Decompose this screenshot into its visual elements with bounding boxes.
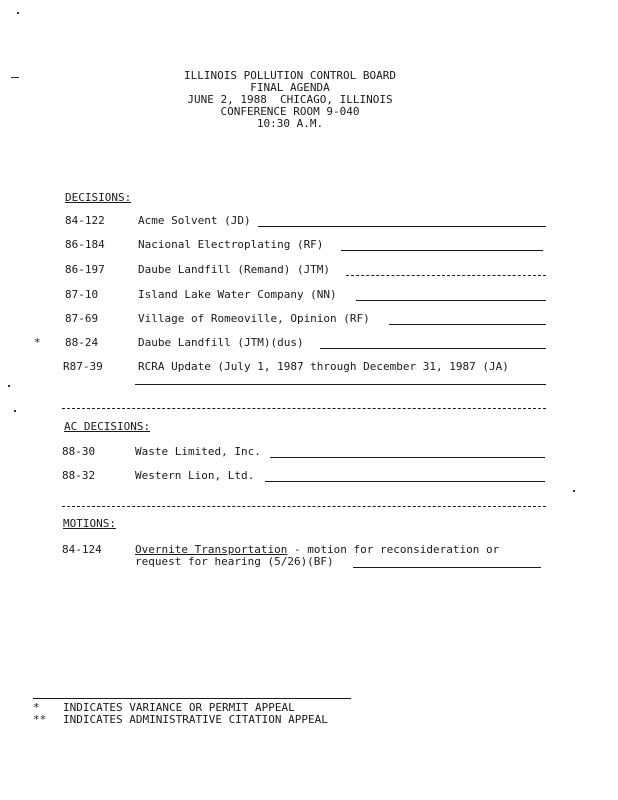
footnote-symbol: **: [33, 713, 47, 726]
item-title: Western Lion, Ltd.: [135, 469, 255, 482]
item-title: Acme Solvent (JD): [138, 214, 251, 227]
item-number: 84-124: [62, 543, 102, 556]
item-title: Nacional Electroplating (RF): [138, 238, 324, 251]
board-name: ILLINOIS POLLUTION CONTROL BOARD: [184, 69, 396, 82]
footnote-rule: [33, 698, 351, 699]
footnote-text: INDICATES VARIANCE OR PERMIT APPEAL: [63, 701, 295, 714]
item-marker: *: [34, 336, 41, 349]
meeting-date-location: JUNE 2, 1988 CHICAGO, ILLINOIS: [187, 93, 393, 106]
meeting-time: 10:30 A.M.: [256, 117, 324, 130]
item-underline: [320, 348, 546, 349]
item-title: Waste Limited, Inc.: [135, 445, 261, 458]
item-underline: [341, 250, 543, 251]
item-number: 86-197: [65, 263, 105, 276]
agenda-header: [120, 70, 460, 130]
scan-speck: [573, 490, 575, 492]
item-number: 86-184: [65, 238, 105, 251]
item-underline: [389, 324, 546, 325]
item-title: Daube Landfill (JTM)(dus): [138, 336, 304, 349]
footnote-symbol: *: [33, 701, 40, 714]
item-underline: [346, 275, 546, 276]
item-underline: [353, 567, 541, 568]
item-title: Village of Romeoville, Opinion (RF): [138, 312, 370, 325]
motion-party: Overnite Transportation: [135, 543, 288, 556]
item-title: RCRA Update (July 1, 1987 through December 31, 1987 (JA): [138, 360, 509, 373]
motions-heading: MOTIONS:: [63, 517, 116, 530]
item-underline: [265, 481, 545, 482]
item-underline: [356, 300, 546, 301]
conference-room: CONFERENCE ROOM 9-040: [220, 105, 360, 118]
item-number: 88-30: [62, 445, 96, 458]
section-divider: [62, 506, 546, 507]
scan-speck: [8, 385, 10, 387]
scan-speck: [17, 12, 19, 14]
ac-decisions-heading: AC DECISIONS:: [64, 420, 151, 433]
item-underline: [258, 226, 546, 227]
item-number: R87-39: [63, 360, 103, 373]
motion-description: - motion for reconsideration or: [287, 543, 500, 556]
item-number: 87-10: [65, 288, 99, 301]
item-title: Daube Landfill (Remand) (JTM): [138, 263, 331, 276]
decisions-heading: DECISIONS:: [65, 191, 132, 204]
item-number: 88-32: [62, 469, 96, 482]
item-title: Island Lake Water Company (NN): [138, 288, 337, 301]
item-number: 87-69: [65, 312, 99, 325]
section-divider: [62, 408, 546, 409]
scan-speck: [11, 77, 19, 78]
item-underline: [270, 457, 545, 458]
item-number: 84-122: [65, 214, 105, 227]
item-number: 88-24: [65, 336, 99, 349]
item-title-continued: request for hearing (5/26)(BF): [135, 555, 334, 568]
scan-speck: [14, 410, 16, 412]
agenda-title: FINAL AGENDA: [250, 81, 330, 94]
footnote-text: INDICATES ADMINISTRATIVE CITATION APPEAL: [63, 713, 328, 726]
item-underline: [135, 384, 546, 385]
